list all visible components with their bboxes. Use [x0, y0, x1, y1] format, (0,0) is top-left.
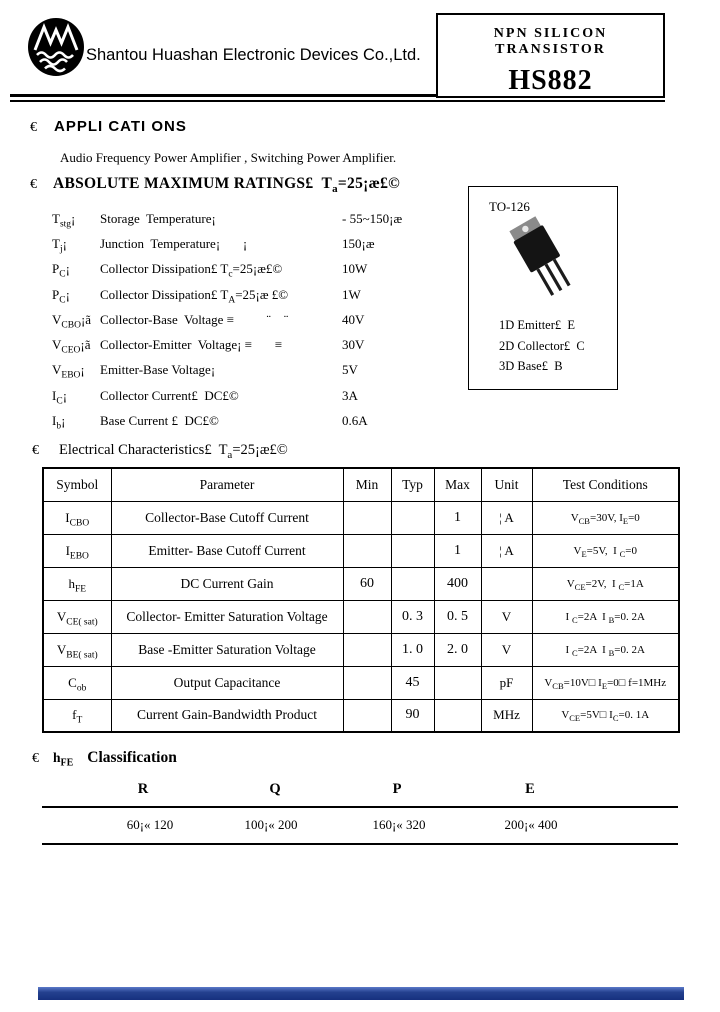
conditions-cell: $V_{CE}=5V□$ $I_C=0$. 1A: [532, 699, 679, 732]
rating-name: Emitter-Base Voltage¡: [100, 362, 216, 378]
product-type: NPN SILICON TRANSISTOR: [493, 26, 608, 57]
max-cell: 1: [434, 501, 481, 534]
column-header: Test Conditions: [532, 468, 679, 501]
rating-name: Collector-Base Voltage ≡ ¨ ¨: [100, 311, 289, 327]
max-ratings-heading: [30, 175, 401, 196]
column-header: Typ: [391, 468, 434, 501]
classification-table: [42, 779, 678, 851]
class-rank-header: E: [525, 781, 535, 797]
parameter-cell: Base -Emitter Saturation Voltage: [111, 633, 343, 666]
class-rank-header: Q: [269, 781, 281, 797]
max-ratings-title: [53, 175, 401, 196]
rating-name: Collector Dissipation£ $T_A=25¡æ$ £©: [100, 286, 289, 306]
company-logo-icon: [26, 16, 86, 80]
rating-symbol: $P_C¡$: [52, 261, 70, 280]
symbol-cell: $I_{EBO}$: [43, 534, 111, 567]
rating-symbol: $T_{stg}¡$: [52, 210, 76, 230]
symbol-cell: $f_T$: [43, 699, 111, 732]
package-name: TO-126: [489, 199, 530, 214]
rating-row: [52, 282, 452, 307]
symbol-cell: $V_{BE( sat)}$: [43, 633, 111, 666]
column-header: Symbol: [43, 468, 111, 501]
rating-value: 150¡æ: [342, 235, 375, 251]
rating-value: 1W: [342, 286, 361, 302]
bullet-icon: €: [30, 120, 37, 135]
max-cell: 2. 0: [434, 633, 481, 666]
rating-value: 0.6A: [342, 413, 368, 429]
typ-cell: 90: [391, 699, 434, 732]
rating-symbol: $I_b¡$: [52, 413, 66, 432]
electrical-row: [43, 567, 679, 600]
hfe-symbol-base: h: [53, 750, 61, 765]
symbol-cell: $V_{CE( sat)}$: [43, 600, 111, 633]
max-cell: [434, 666, 481, 699]
typ-cell: [391, 534, 434, 567]
applications-heading: [30, 118, 187, 136]
symbol-cell: $I_{CBO}$: [43, 501, 111, 534]
title-box: [436, 13, 665, 98]
typ-cell: 0. 3: [391, 600, 434, 633]
electrical-table-head-row: [43, 468, 679, 501]
min-cell: [343, 534, 391, 567]
electrical-row: [43, 633, 679, 666]
rating-value: 3A: [342, 387, 358, 403]
conditions-cell: $V_{CB}=10V□$ $I_E=0□$ f=1MHz: [532, 666, 679, 699]
rating-name: Collector Current£ DC£©: [100, 387, 239, 403]
rating-name: Collector-Emitter Voltage¡ ≡ ≡: [100, 337, 283, 353]
rating-value: 5V: [342, 362, 358, 378]
classification-heading: [32, 749, 177, 767]
conditions-cell: $V_{CB}=30V$, $I_E=0$: [532, 501, 679, 534]
class-rank-header: R: [137, 781, 149, 797]
min-cell: [343, 600, 391, 633]
column-header: Min: [343, 468, 391, 501]
typ-cell: 45: [391, 666, 434, 699]
rating-symbol: $T_j¡$: [52, 235, 67, 255]
electrical-row: [43, 600, 679, 633]
title-text: =25¡æ£©: [337, 175, 401, 192]
title-text: =25¡æ£©: [232, 442, 288, 458]
conditions-cell: I $_C$=2A I $_B$=0. 2A: [532, 600, 679, 633]
rating-name: Junction Temperature¡ ¡: [100, 235, 248, 251]
pin-label: 2D Collector£ C: [499, 338, 585, 353]
rating-value: 40V: [342, 311, 365, 327]
min-cell: 60: [343, 567, 391, 600]
parameter-cell: Current Gain-Bandwidth Product: [111, 699, 343, 732]
company-logo: [26, 16, 86, 85]
class-rank-header: P: [392, 781, 402, 797]
parameter-cell: Output Capacitance: [111, 666, 343, 699]
pin-label: 1D Emitter£ E: [499, 318, 576, 332]
min-cell: [343, 699, 391, 732]
rating-row: [52, 383, 452, 408]
parameter-cell: Collector-Base Cutoff Current: [111, 501, 343, 534]
max-cell: 400: [434, 567, 481, 600]
symbol-cell: $C_{ob}$: [43, 666, 111, 699]
unit-cell: V: [481, 633, 532, 666]
pin-label: 3D Base£ B: [499, 359, 563, 373]
header-rule-bottom: [10, 100, 665, 102]
footer-bar: [38, 987, 684, 1000]
part-number: HS882: [508, 65, 593, 96]
hfe-symbol: [53, 750, 74, 769]
conditions-cell: $V_E=5V$, I $_C$=0: [532, 534, 679, 567]
rating-symbol: $V_{CEO}¡ã$: [52, 337, 91, 356]
electrical-table-body: [43, 501, 679, 732]
rating-symbol: $I_C¡$: [52, 387, 68, 407]
hfe-symbol-subscript: FE: [60, 757, 74, 769]
electrical-row: [43, 699, 679, 732]
rating-row: [52, 257, 452, 282]
bullet-icon: €: [32, 443, 39, 458]
rating-symbol: $V_{EBO}¡$: [52, 362, 85, 382]
column-header: Max: [434, 468, 481, 501]
rating-name: Collector Dissipation£ $T_c=25¡æ£©$: [100, 261, 283, 280]
bullet-icon: €: [32, 751, 39, 766]
unit-cell: [481, 567, 532, 600]
title-subscript: a: [227, 448, 233, 461]
conditions-cell: $V_{CE}=2V$, I $_C$=1A: [532, 567, 679, 600]
electrical-heading: [32, 442, 288, 459]
rating-symbol: $V_{CBO}¡ã$: [52, 311, 92, 331]
electrical-row: [43, 501, 679, 534]
to126-package-icon: [483, 213, 598, 313]
parameter-cell: Emitter- Base Cutoff Current: [111, 534, 343, 567]
bullet-icon: €: [30, 177, 37, 192]
typ-cell: 1. 0: [391, 633, 434, 666]
title-text: Electrical Characteristics£ T: [59, 442, 228, 458]
unit-cell: V: [481, 600, 532, 633]
rating-value: 30V: [342, 337, 365, 353]
package-box: [468, 186, 618, 390]
title-subscript: a: [332, 183, 338, 196]
package-pins: [499, 315, 585, 377]
class-rank-range: 100¡« 200: [244, 817, 298, 832]
applications-text: Audio Frequency Power Amplifier , Switching Power Amplifier.: [60, 150, 397, 165]
min-cell: [343, 633, 391, 666]
parameter-cell: DC Current Gain: [111, 567, 343, 600]
ratings-list: [52, 206, 452, 434]
title-text: ABSOLUTE MAXIMUM RATINGS£ T: [53, 175, 333, 192]
column-header: Unit: [481, 468, 532, 501]
min-cell: [343, 501, 391, 534]
min-cell: [343, 666, 391, 699]
classification-title: Classification: [87, 749, 177, 766]
class-rank-range: 200¡« 400: [504, 817, 558, 832]
column-header: Parameter: [111, 468, 343, 501]
typ-cell: [391, 567, 434, 600]
company-name: Shantou Huashan Electronic Devices Co.,Ltd.: [86, 46, 421, 64]
conditions-cell: I $_C$=2A I $_B$=0. 2A: [532, 633, 679, 666]
electrical-table: [42, 467, 680, 733]
transistor-drawing: [483, 213, 598, 318]
class-rank-range: 160¡« 320: [372, 817, 426, 832]
symbol-cell: $h_{FE}$: [43, 567, 111, 600]
electrical-row: [43, 534, 679, 567]
max-cell: 1: [434, 534, 481, 567]
applications-title: APPLI CATI ONS: [54, 118, 187, 135]
electrical-title: [59, 442, 288, 459]
unit-cell: MHz: [481, 699, 532, 732]
classification-divider-bottom: [42, 843, 678, 845]
typ-cell: [391, 501, 434, 534]
class-rank-range: 60¡« 120: [126, 817, 174, 832]
rating-value: - 55~150¡æ: [342, 210, 403, 226]
unit-cell: pF: [481, 666, 532, 699]
rating-row: [52, 358, 452, 383]
max-cell: [434, 699, 481, 732]
rating-row: [52, 408, 452, 433]
rating-row: [52, 206, 452, 231]
rating-row: [52, 307, 452, 332]
rating-name: Base Current £ DC£©: [100, 413, 219, 429]
rating-symbol: $P_C¡$: [52, 286, 70, 306]
parameter-cell: Collector- Emitter Saturation Voltage: [111, 600, 343, 633]
max-cell: 0. 5: [434, 600, 481, 633]
rating-name: Storage Temperature¡: [100, 210, 216, 226]
electrical-row: [43, 666, 679, 699]
rating-value: 10W: [342, 261, 368, 277]
classification-divider-top: [42, 806, 678, 808]
rating-row: [52, 332, 452, 357]
unit-cell: ¦ A: [481, 534, 532, 567]
rating-row: [52, 231, 452, 256]
unit-cell: ¦ A: [481, 501, 532, 534]
